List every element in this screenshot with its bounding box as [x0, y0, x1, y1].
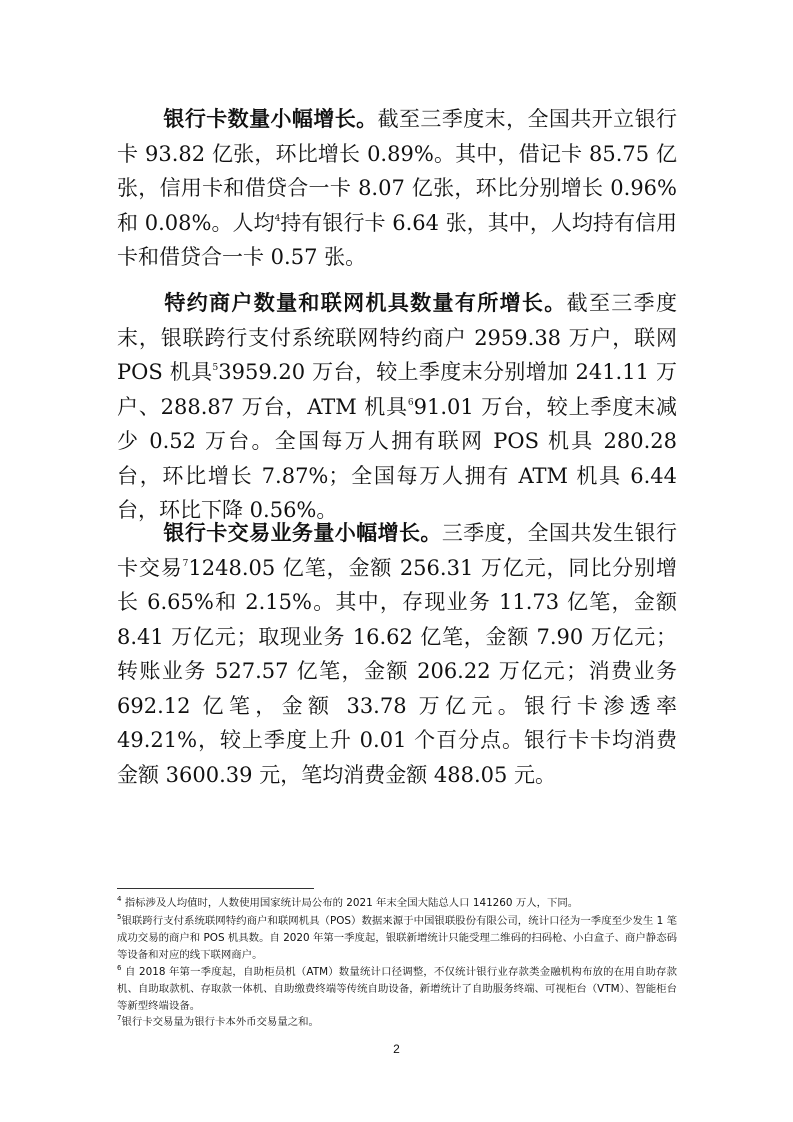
- footnote-ref[interactable]: 7: [182, 558, 189, 569]
- page-number: 2: [393, 1042, 400, 1056]
- paragraph-bank-cards: [117, 102, 677, 275]
- paragraph-lead: 银行卡数量小幅增长。: [163, 106, 378, 131]
- paragraph-lead: 特约商户数量和联网机具数量有所增长。: [163, 290, 567, 315]
- paragraph-text: 持有银行卡 6.64 张，其中，人均持有信用卡和借贷合一卡 0.57 张。: [117, 210, 678, 269]
- footnote-ref[interactable]: 4: [274, 213, 281, 224]
- paragraph-transactions: [117, 516, 677, 792]
- footnote-text: 自 2018 年第一季度起，自助柜员机（ATM）数量统计口径调整，不仅统计银行业存款类金融机构布放的在用自助存款机、自助取款机、存取款一体机、自助缴费终端等传统自助设备，新增统计了自助服务终端、可视柜台（VTM）、智能柜台等新型终端设备。: [117, 966, 677, 1013]
- footnote-mark: 7: [117, 1014, 122, 1022]
- footnote-mark: 5: [117, 913, 122, 921]
- footnote-mark: 6: [117, 964, 122, 972]
- footnote-4: [117, 895, 677, 912]
- paragraph-merchants: [117, 286, 677, 528]
- paragraph-text: 三季度，全国共发生银行卡交易: [117, 521, 678, 580]
- footnote-text: 指标涉及人均值时，人数使用国家统计局公布的 2021 年末全国大陆总人口 141260 万人，下同。: [124, 897, 579, 909]
- footnote-mark: 4: [117, 895, 122, 903]
- footnote-ref[interactable]: 5: [212, 363, 219, 373]
- paragraph-text: 3959.20 万台，较上季度末分别增加 241.11 万户、288.87 万台，ATM 机具: [117, 360, 677, 419]
- footnote-divider: [117, 888, 314, 889]
- footnote-5: [117, 913, 677, 965]
- paragraph-text: 91.01 万台，较上季度末减少 0.52 万台。全国每万人拥有联网 POS 机具 280.28 台，环比增长 7.87%；全国每万人拥有 ATM 机具 6.44 台，环比下降 0.56%。: [117, 394, 678, 522]
- footnote-text: 银联跨行支付系统联网特约商户和联网机具（POS）数据来源于中国银联股份有限公司，统计口径为一季度至少发生 1 笔成功交易的商户和 POS 机具数。自 2020 年第一季度起，银联新增统计只能受理二维码的扫码枪、小白盒子、商户静态码等设备和对应的线下联网商户。: [117, 915, 677, 962]
- paragraph-text: 截至三季度末，银联跨行支付系统联网特约商户 2959.38 万户，联网 POS 机具: [117, 291, 678, 384]
- footnote-ref[interactable]: 6: [407, 397, 414, 408]
- footnote-text: 银行卡交易量为银行卡本外币交易量之和。: [121, 1016, 319, 1028]
- paragraph-text: 1248.05 亿笔，金额 256.31 万亿元，同比分别增长 6.65%和 2.15%。其中，存现业务 11.73 亿笔，金额 8.41 万亿元；取现业务 16.62 亿笔，金额 7.90 万亿元；转账业务 527.57 亿笔，金额 206.22 万亿元；消费业务 692.12 亿笔，金额 33.78 万亿元。银行卡渗透率 49.21%，较上季度上升 0.01 个百分点。银行卡卡均消费金额 3600.39 元，笔均消费金额 488.05 元。: [117, 555, 677, 787]
- paragraph-lead: 银行卡交易业务量小幅增长。: [163, 520, 442, 545]
- paragraph-text: 截至三季度末，全国共开立银行卡 93.82 亿张，环比增长 0.89%。其中，借记卡 85.75 亿张，信用卡和借贷合一卡 8.07 亿张，环比分别增长 0.96%和 0.08%。人均: [117, 107, 678, 235]
- footnote-6: [117, 964, 677, 1016]
- footnote-7: [117, 1014, 677, 1031]
